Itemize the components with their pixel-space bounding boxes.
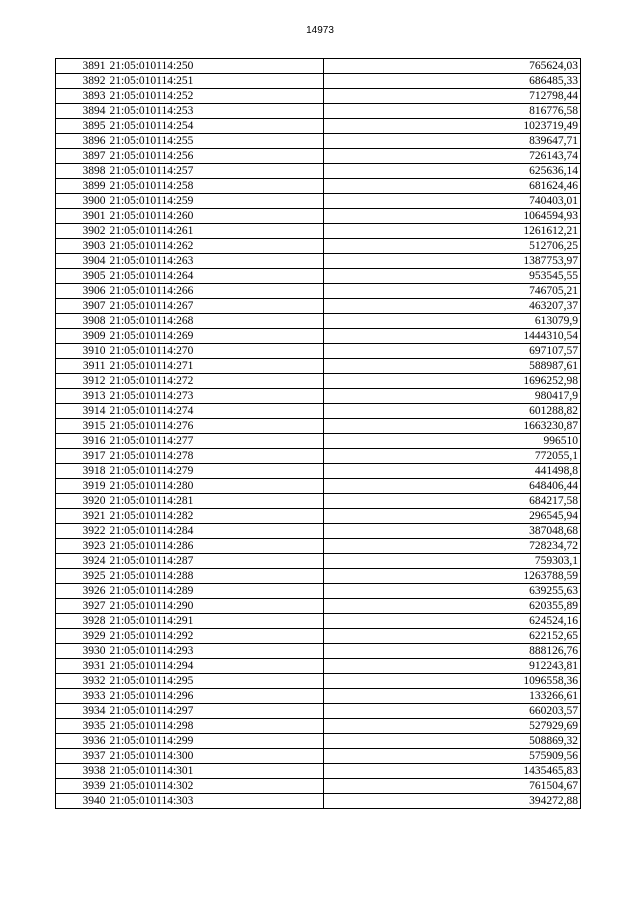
row-number: 3894 [56,104,108,119]
cadastral-value: 684217,58 [324,494,581,509]
row-number: 3925 [56,569,108,584]
cadastral-number: 21:05:010114:279 [108,464,324,479]
table-row [56,449,581,464]
cadastral-value: 648406,44 [324,479,581,494]
row-number: 3902 [56,224,108,239]
cadastral-value: 588987,61 [324,359,581,374]
cadastral-number: 21:05:010114:277 [108,434,324,449]
row-number: 3931 [56,659,108,674]
row-number: 3922 [56,524,108,539]
cadastral-value: 394272,88 [324,794,581,809]
cadastral-value: 839647,71 [324,134,581,149]
page-number: 14973 [306,25,334,36]
cadastral-value: 980417,9 [324,389,581,404]
row-number: 3935 [56,719,108,734]
row-number: 3901 [56,209,108,224]
row-number: 3916 [56,434,108,449]
row-number: 3907 [56,299,108,314]
table-row [56,629,581,644]
cadastral-value: 1261612,21 [324,224,581,239]
cadastral-number: 21:05:010114:298 [108,719,324,734]
cadastral-value: 463207,37 [324,299,581,314]
cadastral-value: 761504,67 [324,779,581,794]
row-number: 3919 [56,479,108,494]
cadastral-value: 740403,01 [324,194,581,209]
cadastral-number: 21:05:010114:299 [108,734,324,749]
cadastral-value: 1064594,93 [324,209,581,224]
cadastral-value: 765624,03 [324,59,581,74]
cadastral-number: 21:05:010114:273 [108,389,324,404]
cadastral-value: 660203,57 [324,704,581,719]
cadastral-value: 620355,89 [324,599,581,614]
table-row [56,554,581,569]
cadastral-number: 21:05:010114:264 [108,269,324,284]
cadastral-number: 21:05:010114:291 [108,614,324,629]
row-number: 3897 [56,149,108,164]
cadastral-value: 624524,16 [324,614,581,629]
cadastral-value: 712798,44 [324,89,581,104]
row-number: 3936 [56,734,108,749]
cadastral-number: 21:05:010114:266 [108,284,324,299]
cadastral-number: 21:05:010114:289 [108,584,324,599]
cadastral-number: 21:05:010114:288 [108,569,324,584]
cadastral-value: 746705,21 [324,284,581,299]
cadastral-value: 912243,81 [324,659,581,674]
table-row [56,674,581,689]
table-row [56,239,581,254]
table-row [56,314,581,329]
row-number: 3909 [56,329,108,344]
table-row [56,419,581,434]
table-row [56,749,581,764]
cadastral-number: 21:05:010114:261 [108,224,324,239]
cadastral-value: 639255,63 [324,584,581,599]
cadastral-number: 21:05:010114:251 [108,74,324,89]
cadastral-value: 622152,65 [324,629,581,644]
table-row [56,179,581,194]
table-row [56,74,581,89]
table-row [56,479,581,494]
cadastral-number: 21:05:010114:254 [108,119,324,134]
row-number: 3891 [56,59,108,74]
row-number: 3915 [56,419,108,434]
cadastral-value: 133266,61 [324,689,581,704]
table-row [56,284,581,299]
table-row [56,209,581,224]
cadastral-number: 21:05:010114:253 [108,104,324,119]
row-number: 3898 [56,164,108,179]
cadastral-value: 996510 [324,434,581,449]
table-row [56,614,581,629]
table-row [56,254,581,269]
cadastral-value: 575909,56 [324,749,581,764]
cadastral-value: 1096558,36 [324,674,581,689]
cadastral-number: 21:05:010114:271 [108,359,324,374]
row-number: 3928 [56,614,108,629]
row-number: 3904 [56,254,108,269]
table-row [56,299,581,314]
cadastral-number: 21:05:010114:256 [108,149,324,164]
table-row [56,599,581,614]
cadastral-number: 21:05:010114:252 [108,89,324,104]
cadastral-value: 953545,55 [324,269,581,284]
table-row [56,584,581,599]
cadastral-value: 387048,68 [324,524,581,539]
row-number: 3939 [56,779,108,794]
row-number: 3899 [56,179,108,194]
cadastral-number: 21:05:010114:284 [108,524,324,539]
table-row [56,779,581,794]
row-number: 3938 [56,764,108,779]
cadastral-number: 21:05:010114:259 [108,194,324,209]
table-row [56,434,581,449]
row-number: 3903 [56,239,108,254]
cadastral-value: 681624,46 [324,179,581,194]
cadastral-number: 21:05:010114:260 [108,209,324,224]
table-row [56,659,581,674]
table-row [56,719,581,734]
cadastral-number: 21:05:010114:269 [108,329,324,344]
table-row [56,794,581,809]
row-number: 3926 [56,584,108,599]
row-number: 3911 [56,359,108,374]
cadastral-value: 625636,14 [324,164,581,179]
table-row [56,89,581,104]
cadastral-number: 21:05:010114:255 [108,134,324,149]
cadastral-value: 1444310,54 [324,329,581,344]
table-row [56,344,581,359]
row-number: 3913 [56,389,108,404]
row-number: 3924 [56,554,108,569]
cadastral-number: 21:05:010114:262 [108,239,324,254]
cadastral-number: 21:05:010114:282 [108,509,324,524]
row-number: 3917 [56,449,108,464]
cadastral-value: 1387753,97 [324,254,581,269]
table-row [56,119,581,134]
table-row [56,539,581,554]
cadastral-number: 21:05:010114:295 [108,674,324,689]
cadastral-value: 613079,9 [324,314,581,329]
cadastral-value: 728234,72 [324,539,581,554]
table-row [56,689,581,704]
table-row [56,359,581,374]
row-number: 3929 [56,629,108,644]
table-row [56,389,581,404]
table-row [56,329,581,344]
cadastral-value: 508869,32 [324,734,581,749]
cadastral-number: 21:05:010114:297 [108,704,324,719]
cadastral-number: 21:05:010114:300 [108,749,324,764]
cadastral-number: 21:05:010114:293 [108,644,324,659]
row-number: 3933 [56,689,108,704]
cadastral-number: 21:05:010114:268 [108,314,324,329]
row-number: 3896 [56,134,108,149]
cadastral-number: 21:05:010114:294 [108,659,324,674]
table-row [56,734,581,749]
cadastral-number: 21:05:010114:286 [108,539,324,554]
table-row [56,164,581,179]
table-row [56,404,581,419]
cadastral-value: 1263788,59 [324,569,581,584]
row-number: 3900 [56,194,108,209]
row-number: 3932 [56,674,108,689]
cadastral-number: 21:05:010114:267 [108,299,324,314]
cadastral-number: 21:05:010114:276 [108,419,324,434]
cadastral-value: 296545,94 [324,509,581,524]
cadastral-value: 686485,33 [324,74,581,89]
table-row [56,644,581,659]
cadastral-number: 21:05:010114:272 [108,374,324,389]
cadastral-number: 21:05:010114:258 [108,179,324,194]
cadastral-value: 601288,82 [324,404,581,419]
cadastral-number: 21:05:010114:292 [108,629,324,644]
table-row [56,524,581,539]
cadastral-value: 726143,74 [324,149,581,164]
row-number: 3918 [56,464,108,479]
cadastral-number: 21:05:010114:296 [108,689,324,704]
cadastral-number: 21:05:010114:263 [108,254,324,269]
row-number: 3906 [56,284,108,299]
cadastral-number: 21:05:010114:257 [108,164,324,179]
cadastral-value: 697107,57 [324,344,581,359]
row-number: 3910 [56,344,108,359]
table-body [56,59,581,809]
cadastral-number: 21:05:010114:280 [108,479,324,494]
cadastral-value: 1663230,87 [324,419,581,434]
cadastral-value: 816776,58 [324,104,581,119]
cadastral-value: 441498,8 [324,464,581,479]
cadastral-value: 1435465,83 [324,764,581,779]
table-row [56,104,581,119]
row-number: 3921 [56,509,108,524]
cadastral-number: 21:05:010114:274 [108,404,324,419]
cadastral-value: 772055,1 [324,449,581,464]
cadastral-value: 759303,1 [324,554,581,569]
row-number: 3895 [56,119,108,134]
row-number: 3914 [56,404,108,419]
table-row [56,149,581,164]
row-number: 3927 [56,599,108,614]
cadastral-number: 21:05:010114:281 [108,494,324,509]
row-number: 3923 [56,539,108,554]
row-number: 3893 [56,89,108,104]
table-row [56,494,581,509]
cadastral-number: 21:05:010114:303 [108,794,324,809]
table-row [56,464,581,479]
cadastral-number: 21:05:010114:287 [108,554,324,569]
table-row [56,704,581,719]
row-number: 3912 [56,374,108,389]
cadastral-number: 21:05:010114:302 [108,779,324,794]
row-number: 3908 [56,314,108,329]
table-row [56,59,581,74]
table-row [56,224,581,239]
table-row [56,509,581,524]
table-row [56,194,581,209]
cadastral-value: 512706,25 [324,239,581,254]
row-number: 3930 [56,644,108,659]
cadastral-number: 21:05:010114:250 [108,59,324,74]
cadastral-value: 527929,69 [324,719,581,734]
row-number: 3934 [56,704,108,719]
cadastral-value: 1696252,98 [324,374,581,389]
cadastral-value: 1023719,49 [324,119,581,134]
cadastral-value-table [55,58,581,809]
row-number: 3892 [56,74,108,89]
row-number: 3905 [56,269,108,284]
table-row [56,134,581,149]
cadastral-number: 21:05:010114:270 [108,344,324,359]
table-row [56,764,581,779]
cadastral-value: 888126,76 [324,644,581,659]
cadastral-number: 21:05:010114:301 [108,764,324,779]
table-row [56,569,581,584]
cadastral-number: 21:05:010114:278 [108,449,324,464]
row-number: 3920 [56,494,108,509]
cadastral-number: 21:05:010114:290 [108,599,324,614]
table-row [56,269,581,284]
row-number: 3937 [56,749,108,764]
row-number: 3940 [56,794,108,809]
table-row [56,374,581,389]
